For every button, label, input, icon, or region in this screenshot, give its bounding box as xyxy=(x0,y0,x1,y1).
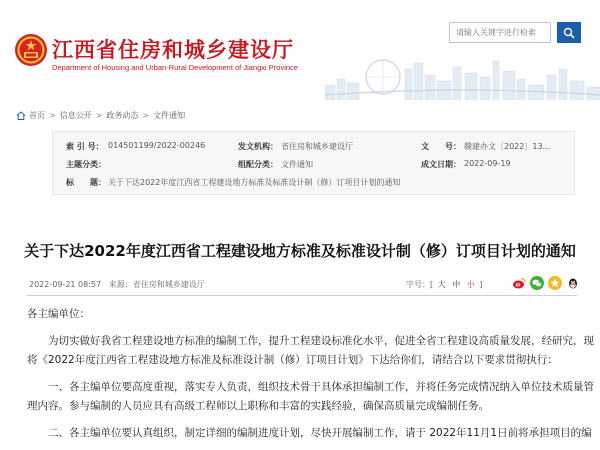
docno-value: 赣建办文〔2022〕13... xyxy=(464,142,551,151)
index-value: 014501199/2022-00246 xyxy=(108,141,206,150)
para2-line2: 理内容。参与编制的人员应具有高级工程师以上职称和丰富的实践经验，确保高质量完成编制任务。 xyxy=(27,400,489,412)
para2-line1: 一、各主编单位要高度重视，落实专人负责，组织技术骨干具体承担编制工作，并将任务完成情况纳入单位技术质量管 xyxy=(48,381,594,393)
share-bar xyxy=(512,275,580,289)
article-meta xyxy=(29,279,205,290)
breadcrumb-separator: > xyxy=(95,111,103,120)
qq-icon[interactable] xyxy=(566,275,580,289)
font-size-medium[interactable]: 中 xyxy=(452,280,461,289)
article-title: 关于下达2022年度江西省工程建设地方标准及标准设计制（修）订项目计划的通知 xyxy=(24,242,576,260)
city-skyline-banner xyxy=(325,55,600,100)
font-size-switcher xyxy=(406,279,482,290)
document-info-box xyxy=(52,131,575,195)
issuer-value: 省住房和城乡建设厅 xyxy=(281,142,353,151)
source-label: 来源： xyxy=(108,280,133,289)
title-label: 标 题： xyxy=(66,178,106,187)
font-size-small[interactable]: 小 xyxy=(466,280,475,289)
search-icon xyxy=(563,27,575,39)
font-size-large[interactable]: 大 xyxy=(437,280,446,289)
search-input[interactable] xyxy=(449,22,551,43)
font-size-label: 字号：[ xyxy=(406,280,434,289)
national-emblem-icon xyxy=(14,33,48,67)
site-title[interactable]: 江西省住房和城乡建设厅 xyxy=(52,38,294,62)
site-header xyxy=(0,0,600,100)
category-value: 文件通知 xyxy=(281,160,313,169)
para3-line1: 二、各主编单位要认真组织，制定详细的编制进度计划，尽快开展编制工作，请于 2022年11月1日前将承担项目的编 xyxy=(48,427,592,439)
para1-line2: 将《2022年度江西省工程建设地方标准及标准设计制（修）订项目计划》下达给你们，请结合以下要求贯彻执行： xyxy=(27,354,558,366)
para1-line1: 为切实做好我省工程建设地方标准的编制工作，提升工程建设标准化水平，促进全省工程建设高质量发展，经研究，现 xyxy=(48,335,594,347)
salutation: 各主编单位： xyxy=(27,308,90,320)
category-label: 组配分类： xyxy=(238,160,278,169)
title-value: 关于下达2022年度江西省工程建设地方标准及标准设计制（修）订项目计划的通知 xyxy=(108,178,401,187)
font-size-end: ] xyxy=(479,280,483,289)
docno-label: 文 号： xyxy=(421,142,461,151)
breadcrumb-gov-news[interactable]: 政务动态 xyxy=(106,111,139,120)
home-icon xyxy=(16,111,26,120)
breadcrumb-separator: > xyxy=(49,111,56,120)
breadcrumb xyxy=(16,110,185,121)
wechat-icon[interactable] xyxy=(530,275,544,289)
index-label: 索 引 号： xyxy=(66,142,104,151)
date-label: 成文日期： xyxy=(421,160,461,169)
date-value: 2022-09-19 xyxy=(464,159,511,168)
breadcrumb-info-public[interactable]: 信息公开 xyxy=(59,111,92,120)
article-datetime: 2022-09-21 08:57 xyxy=(29,280,102,289)
breadcrumb-separator: > xyxy=(142,111,150,120)
breadcrumb-home[interactable]: 首页 xyxy=(29,111,45,120)
topic-label: 主题分类： xyxy=(66,160,106,169)
issuer-label: 发文机构： xyxy=(238,142,278,151)
search-button[interactable] xyxy=(557,22,581,43)
article-source: 省住房和城乡建设厅 xyxy=(132,280,205,289)
qzone-icon[interactable] xyxy=(548,275,562,289)
site-subtitle: Department of Housing and Urban-Rural Development of Jiangxi Province xyxy=(52,63,298,72)
breadcrumb-file-notice[interactable]: 文件通知 xyxy=(153,111,186,120)
divider xyxy=(27,295,577,296)
weibo-icon[interactable] xyxy=(512,275,526,289)
